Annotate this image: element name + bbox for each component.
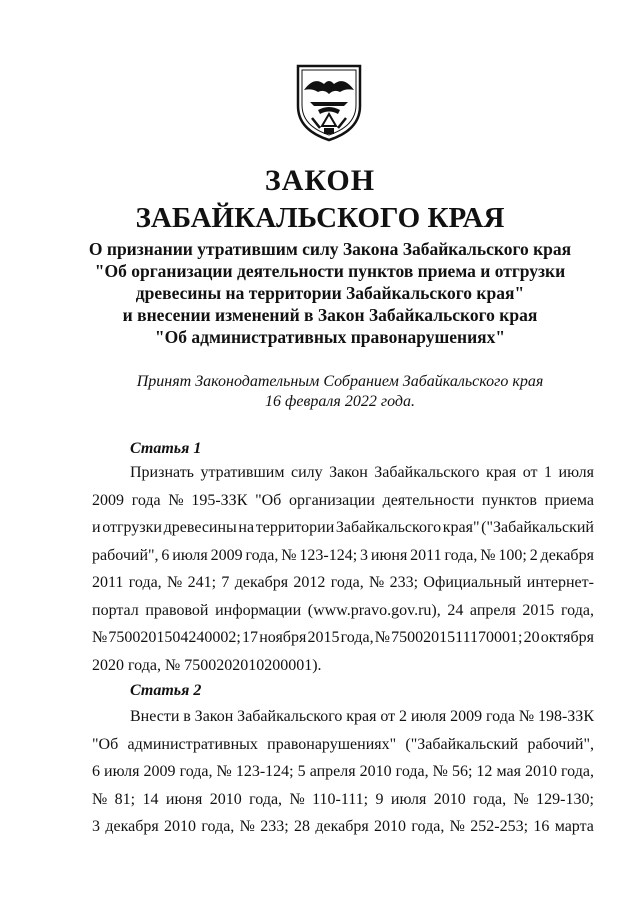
word: 3 [360,546,369,564]
word: Официальный [423,574,522,591]
word: Забайкальского [237,708,343,725]
word: "Об [255,491,282,509]
word: 233; [389,574,419,591]
word: июля [390,790,427,808]
word: 2011 [410,546,442,564]
word: года, [128,574,162,591]
word: Забайкальского [374,464,480,481]
adoption-date: 16 февраля 2022 года. [265,393,415,410]
word: края" [442,519,480,536]
word: 2010 [374,818,407,835]
word: года [486,708,515,725]
word: Внести [130,708,180,725]
word: 110-111; [312,790,369,808]
word: июля [172,546,208,564]
text-line [92,731,594,759]
article-2-text [92,703,594,841]
text-line [92,514,594,542]
word: 6 [161,546,170,564]
word: года, [444,546,478,564]
word: мая [496,763,521,780]
word: 2 [529,546,538,564]
word: 7 [221,574,230,591]
text-line [92,786,594,814]
word: года, [473,790,507,808]
word: № [374,629,390,646]
word: утратившим [200,464,285,481]
article-2-heading: Статья 2 [130,682,202,699]
word: от [522,464,538,481]
word: Закон [194,708,234,725]
word: информации [215,601,302,619]
word: № [513,790,529,808]
word: № [216,763,232,780]
word: рабочий", [527,735,594,753]
word: июня [370,546,408,564]
word: 2020 года, № 7500202010200001). [92,656,322,674]
word: 2011 [92,574,124,591]
word: декабря [315,818,369,835]
word: 2012 [293,574,326,591]
word: края [346,708,377,725]
word: и [92,519,101,536]
word: декабря [234,574,289,591]
word: № [449,818,465,835]
word: года, [201,818,235,835]
word: № [167,574,183,591]
word: № [432,763,448,780]
word: года [131,491,161,509]
word: деятельности [382,491,475,509]
word: отгрузки [102,519,162,536]
word: 2010 [359,763,392,780]
word: 9 [375,790,384,808]
subtitle-line: "Об административных правонарушениях" [154,327,506,347]
word: июня [165,790,203,808]
word: края [485,464,517,481]
word: 56; [451,763,473,780]
word: 2009 [210,546,243,564]
word: Закон [329,464,368,481]
word: рабочий", [92,546,159,564]
word: № [168,491,184,509]
word: 233; [260,818,289,835]
subtitle-line: О признании утратившим силу Закона Забайкальского края [88,239,572,259]
word: пунктов [481,491,537,509]
text-line [92,487,594,515]
word: 3 [92,818,100,835]
word: 14 [142,790,159,808]
word: года, [179,763,213,780]
word: 100; [498,546,527,564]
word: октября [540,629,594,646]
word: интернет- [526,574,594,591]
adoption-line: Принят Законодательным Собранием Забайкальского края [136,373,544,390]
word: 129-130; [536,790,594,808]
document-title-region: ЗАБАЙКАЛЬСКОГО КРАЯ [135,202,505,234]
word: № [518,708,535,725]
text-line [92,758,594,786]
word: 2015 [307,629,340,646]
word: 28 [294,818,311,835]
word: 24 [447,601,464,619]
text-line [92,542,594,570]
word: июля [558,464,594,481]
word: приема [544,491,594,509]
text-line [92,597,594,625]
word: 123-124; [299,546,358,564]
word: 123-124; [235,763,294,780]
word: силу [290,464,323,481]
word: 2 [398,708,407,725]
word: 195-ЗЗК [191,491,248,509]
word: апреля [309,763,356,780]
word: 16 [533,818,550,835]
word: года, [330,574,364,591]
word: ("Забайкальский [481,519,594,536]
word: правонарушениях" [267,735,397,753]
word: июля [410,708,447,725]
text-line [92,813,594,841]
word: 7500201511170001; [391,629,523,646]
word: № [92,790,108,808]
article-1-heading: Статья 1 [130,440,202,457]
word: 17 [242,629,259,646]
word: 2010 [164,818,197,835]
coat-of-arms-icon [294,62,364,142]
word: года, [340,629,374,646]
word: портал [92,601,139,619]
adoption-note [0,372,640,412]
word: 2009 [450,708,483,725]
word: № [289,790,305,808]
word: 2010 [524,763,557,780]
word: года, [245,546,279,564]
word: декабря [105,818,159,835]
word: 2010 [433,790,466,808]
word: 252-253; [470,818,529,835]
word: 2009 [92,491,124,509]
word: 198-ЗЗК [537,708,594,725]
text-line [92,703,594,731]
word: года, [395,763,429,780]
word: организации [289,491,375,509]
word: 81; [114,790,136,808]
text-line [92,459,594,487]
word: 2015 [522,601,555,619]
word: 2010 [209,790,242,808]
subtitle-line: "Об организации деятельности пунктов приема и отгрузки [94,261,566,281]
document-subtitle [50,238,610,348]
word: № [369,574,385,591]
word: 2009 [143,763,176,780]
word: Признать [130,464,194,481]
word: 6 [92,763,100,780]
word: на [238,519,255,536]
word: июля [104,763,140,780]
word: № [480,546,496,564]
word: года, [411,818,445,835]
article-1-text [92,459,594,679]
subtitle-line: древесины на территории Забайкальского края" [135,283,525,303]
word: древесины [163,519,237,536]
word: № [281,546,297,564]
word: ("Забайкальский [405,735,519,753]
text-line [92,652,594,680]
word: 241; [187,574,217,591]
word: марта [554,818,594,835]
word: "Об [92,735,119,753]
word: от [380,708,396,725]
word: 20 [523,629,540,646]
word: 1 [544,464,552,481]
word: в [183,708,191,725]
document-title-law: ЗАКОН [264,164,376,197]
word: № [92,629,108,646]
word: административных [127,735,258,753]
word: Забайкальского [335,519,442,536]
word: декабря [540,546,594,564]
text-line [92,569,594,597]
word: правовой [145,601,209,619]
word: (www.pravo.gov.ru), [307,601,441,619]
word: территории [255,519,335,536]
word: года, [561,763,594,780]
word: 7500201504240002; [108,629,241,646]
word: апреля [469,601,516,619]
word: ноября [259,629,307,646]
subtitle-line: и внесении изменений в Закон Забайкальского края [122,305,538,325]
word: года, [249,790,283,808]
word: года, [561,601,594,619]
word: № [239,818,255,835]
text-line [92,624,594,652]
word: 5 [297,763,306,780]
word: 12 [476,763,493,780]
